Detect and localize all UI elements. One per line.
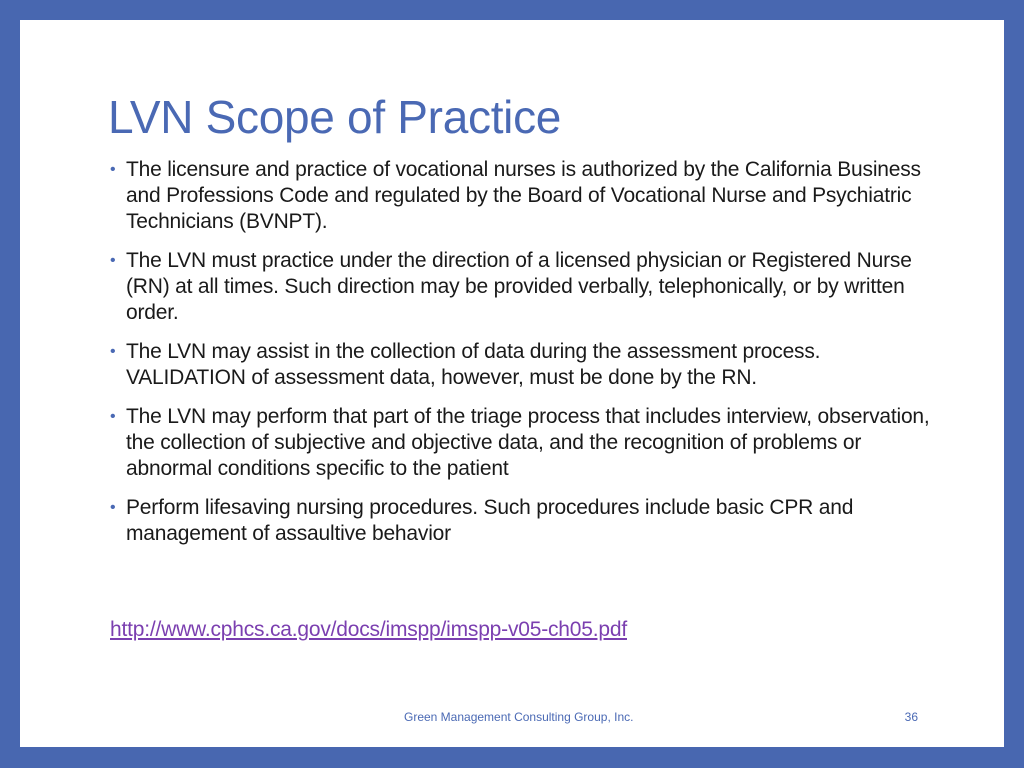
page-number: 36 bbox=[904, 710, 918, 724]
bullet-text: Perform lifesaving nursing procedures. Such procedures include basic CPR and management of assaultive behavior bbox=[126, 496, 854, 545]
bullet-item bbox=[110, 248, 930, 326]
bullet-icon: • bbox=[110, 161, 116, 178]
bullet-icon: • bbox=[110, 499, 116, 516]
bullet-icon: • bbox=[110, 343, 116, 360]
bullet-text: The licensure and practice of vocational nurses is authorized by the California Business and Professions Code and regulated by the Board of Vocational Nurse and Psychiatric Technicians (BVNPT). bbox=[126, 158, 921, 233]
bullet-icon: • bbox=[110, 408, 116, 425]
bullet-text: The LVN may assist in the collection of data during the assessment process. VALIDATION of assessment data, however, must be done by the RN. bbox=[126, 340, 821, 389]
slide-title: LVN Scope of Practice bbox=[108, 91, 562, 143]
reference-link[interactable]: http://www.cphcs.ca.gov/docs/imspp/imspp-v05-ch05.pdf bbox=[110, 618, 627, 641]
bullet-item bbox=[110, 157, 930, 235]
footer-company: Green Management Consulting Group, Inc. bbox=[404, 710, 634, 724]
bullet-item bbox=[110, 495, 930, 547]
bullet-icon: • bbox=[110, 252, 116, 269]
slide bbox=[20, 20, 1004, 747]
bullet-item bbox=[110, 339, 930, 391]
bullet-text: The LVN may perform that part of the triage process that includes interview, observation, the collection of subjective and objective data, and the recognition of problems or abnormal conditions specific to the patient bbox=[126, 405, 930, 480]
bullet-text: The LVN must practice under the direction of a licensed physician or Registered Nurse (RN) at all times. Such direction may be provided verbally, telephonically, or by written order. bbox=[126, 249, 912, 324]
bullet-item bbox=[110, 404, 930, 482]
bullet-list bbox=[110, 157, 930, 560]
